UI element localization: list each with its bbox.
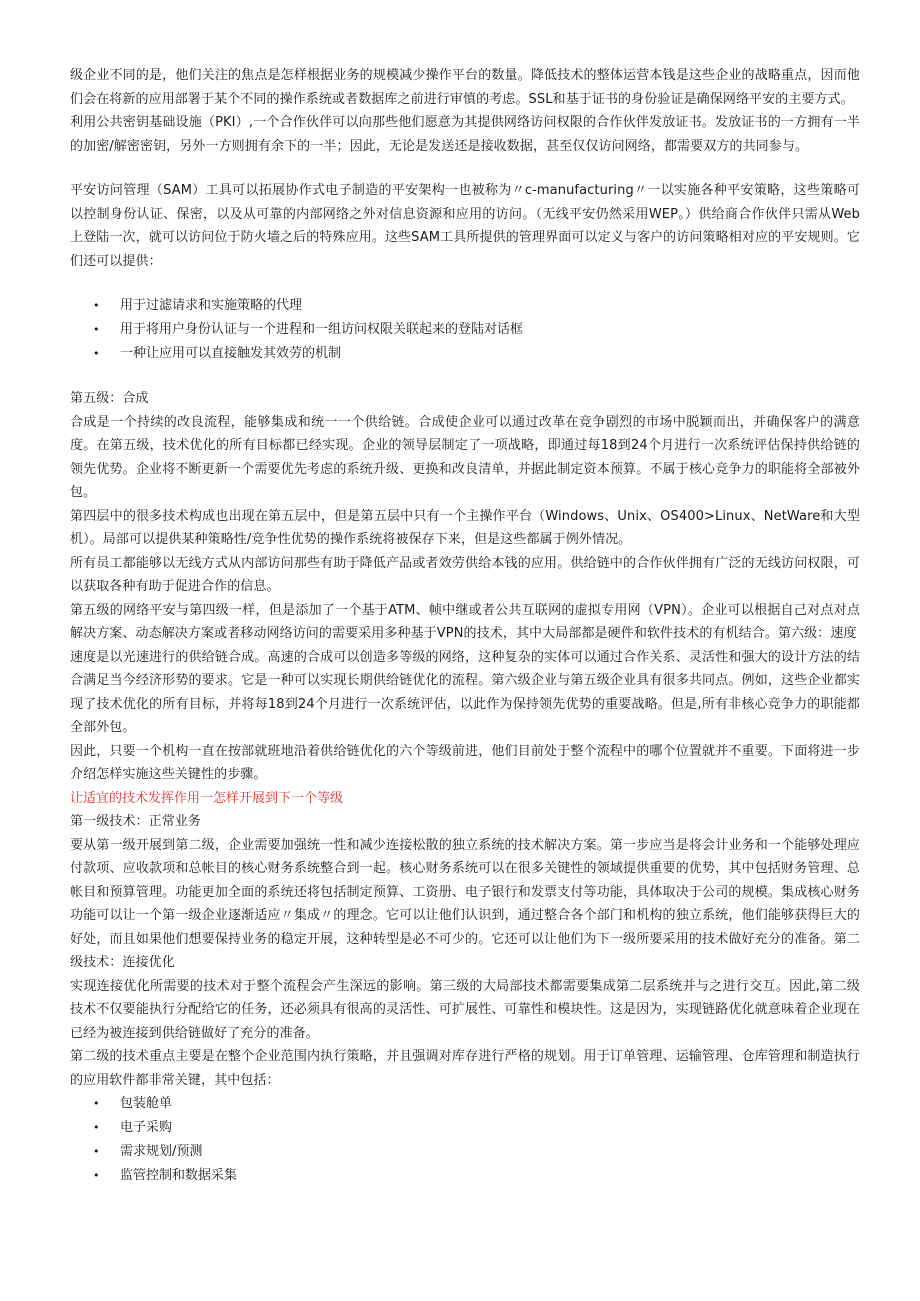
list-item bbox=[70, 1140, 860, 1164]
list-item-text: 监管控制和数据采集 bbox=[120, 1168, 238, 1183]
list-item-text: 需求规划/预测 bbox=[120, 1144, 203, 1159]
bullet-icon: • bbox=[93, 1121, 100, 1134]
bullet-icon: • bbox=[93, 1169, 100, 1182]
spacer bbox=[70, 273, 860, 294]
list-item-text: 用于将用户身份认证与一个进程和一组访问权限关联起来的登陆对话框 bbox=[120, 322, 524, 337]
list-item bbox=[70, 318, 860, 342]
section-level-five: 第五级：合成 合成是一个持续的改良流程，能够集成和统一一个供给链。合成使企业可以通过改革在竞争剧烈的市场中脱颖而出，并确保客户的满意度。在第五级，技术优化的所有目标都已经实现。企业的领导层制定了一项战略，即通过每18到24个月进行一次系统评估保持供给链的领先优势。企业将不断更新一个需要优先考虑的系统升级、更换和改良清单，并据此制定资本预算。不属于核心竞争力的职能将全部被外包。 第四层中的很多技术构成也出现在第五层中，但是第五层中只有一个主操作平台（Windows、Unix、OS400>Linux、NetWare和大型机）。局部可以提供某种策略性/竞争性优势的操作系统将被保存下来，但是这些都属于例外情况。 所有员工都能够以无线方式从内部访问那些有助于降低产品或者效劳供给本钱的应用。供给链中的合作伙伴拥有广泛的无线访问权限，可以获取各种有助于促进合作的信息。 第五级的网络平安与第四级一样，但是添加了一个基于ATM、帧中继或者公共互联网的虚拟专用网（VPN）。企业可以根据自己对点对点解决方案、动态解决方案或者移动网络访问的需要采用多种基于VPN的技术，其中大局部都是硬件和软件技术的有机结合。第六级：速度 速度是以光速进行的供给链合成。高速的合成可以创造多等级的网络，这种复杂的实体可以通过合作关系、灵活性和强大的设计方法的结合满足当今经济形势的要求。它是一种可以实现长期供给链优化的流程。第六级企业与第五级企业具有很多共同点。例如，这些企业都实现了技术优化的所有目标，并将每18到24个月进行一次系统评估，以此作为保持领先优势的重要战略。但是,所有非核心竞争力的职能都全部外包。 因此，只要一个机构一直在按部就班地沿着供给链优化的六个等级前进，他们目前处于整个流程中的哪个位置就并不重要。下面将进一步介绍怎样实施这些关键性的步骤。 bbox=[70, 391, 860, 782]
list-item bbox=[70, 1092, 860, 1116]
bullet-icon: • bbox=[93, 323, 100, 336]
spacer bbox=[70, 158, 860, 179]
bullet-icon: • bbox=[93, 1097, 100, 1110]
bullet-icon: • bbox=[93, 347, 100, 360]
list-item bbox=[70, 1164, 860, 1188]
list-item-text: 一种让应用可以直接触发其效劳的机制 bbox=[120, 346, 342, 361]
list-item-text: 用于过滤请求和实施策略的代理 bbox=[120, 298, 303, 313]
list-item-text: 包装舱单 bbox=[120, 1096, 173, 1111]
level-two-app-list bbox=[70, 1092, 860, 1188]
section-technology-levels: 第一级技术：正常业务 要从第一级开展到第二级，企业需要加强统一性和减少连接松散的独立系统的技术解决方案。第一步应当是将会计业务和一个能够处理应付款项、应收款项和总帐目的核心财务系统整合到一起。核心财务系统可以在很多关键性的领域提供重要的优势，其中包括财务管理、总帐目和预算管理。功能更加全面的系统还将包括制定预算、工资册、电子银行和发票支付等功能，具体取决于公司的规模。集成核心财务功能可以让一个第一级企业逐渐适应〃集成〃的理念。它可以让他们认识到，通过整合各个部门和机构的独立系统，他们能够获得巨大的好处，而且如果他们想要保持业务的稳定开展，这种转型是必不可少的。它还可以让他们为下一级所要采用的技术做好充分的准备。第二级技术：连接优化 实现连接优化所需要的技术对于整个流程会产生深远的影响。第三级的大局部技术都需要集成第二层系统并与之进行交互。因此,第二级技术不仅要能执行分配给它的任务，还必须具有很高的灵活性、可扩展性、可靠性和模块性。这是因为，实现链路优化就意味着企业现在已经为被连接到供给链做好了充分的准备。 第二级的技术重点主要是在整个企业范围内执行策略，并且强调对库存进行严格的规划。用于订单管理、运输管理、仓库管理和制造执行的应用软件都非常关键，其中包括： bbox=[70, 814, 860, 1088]
paragraph-sam: 平安访问管理（SAM）工具可以拓展协作式电子制造的平安架构一也被称为〃c-manufacturing〃一以实施各种平安策略，这些策略可以控制身份认证、保密，以及从可靠的内部网络之外对信息资源和应用的访问。（无线平安仍然采用WEP。）供给商合作伙伴只需从Web上登陆一次，就可以访问位于防火墙之后的特殊应用。这些SAM工具所提供的管理界面可以定义与客户的访问策略相对应的平安规则。它们还可以提供： bbox=[70, 183, 860, 269]
bullet-icon: • bbox=[93, 1145, 100, 1158]
list-item bbox=[70, 294, 860, 318]
bullet-icon: • bbox=[93, 299, 100, 312]
paragraph-pki: 级企业不同的是，他们关注的焦点是怎样根据业务的规模减少操作平台的数量。降低技术的整体运营本钱是这些企业的战略重点，因而他们会在将新的应用部署于某个不同的操作系统或者数据库之前进行审慎的考虑。SSL和基于证书的身份验证是确保网络平安的主要方式。 利用公共密钥基础设施（PKI）,一个合作伙伴可以向那些他们愿意为其提供网络访问权限的合作伙伴发放证书。发放证书的一方拥有一半的加密/解密密钥，另外一方则拥有余下的一半；因此，无论是发送还是接收数据，甚至仅仅访问网络，都需要双方的共同参与。 bbox=[70, 68, 860, 154]
list-item bbox=[70, 1116, 860, 1140]
sam-feature-list bbox=[70, 294, 860, 366]
spacer bbox=[70, 366, 860, 387]
list-item bbox=[70, 342, 860, 366]
list-item-text: 电子采购 bbox=[120, 1120, 173, 1135]
document-page bbox=[70, 64, 860, 1188]
section-heading: 让适宜的技术发挥作用一怎样开展到下一个等级 bbox=[70, 790, 344, 806]
